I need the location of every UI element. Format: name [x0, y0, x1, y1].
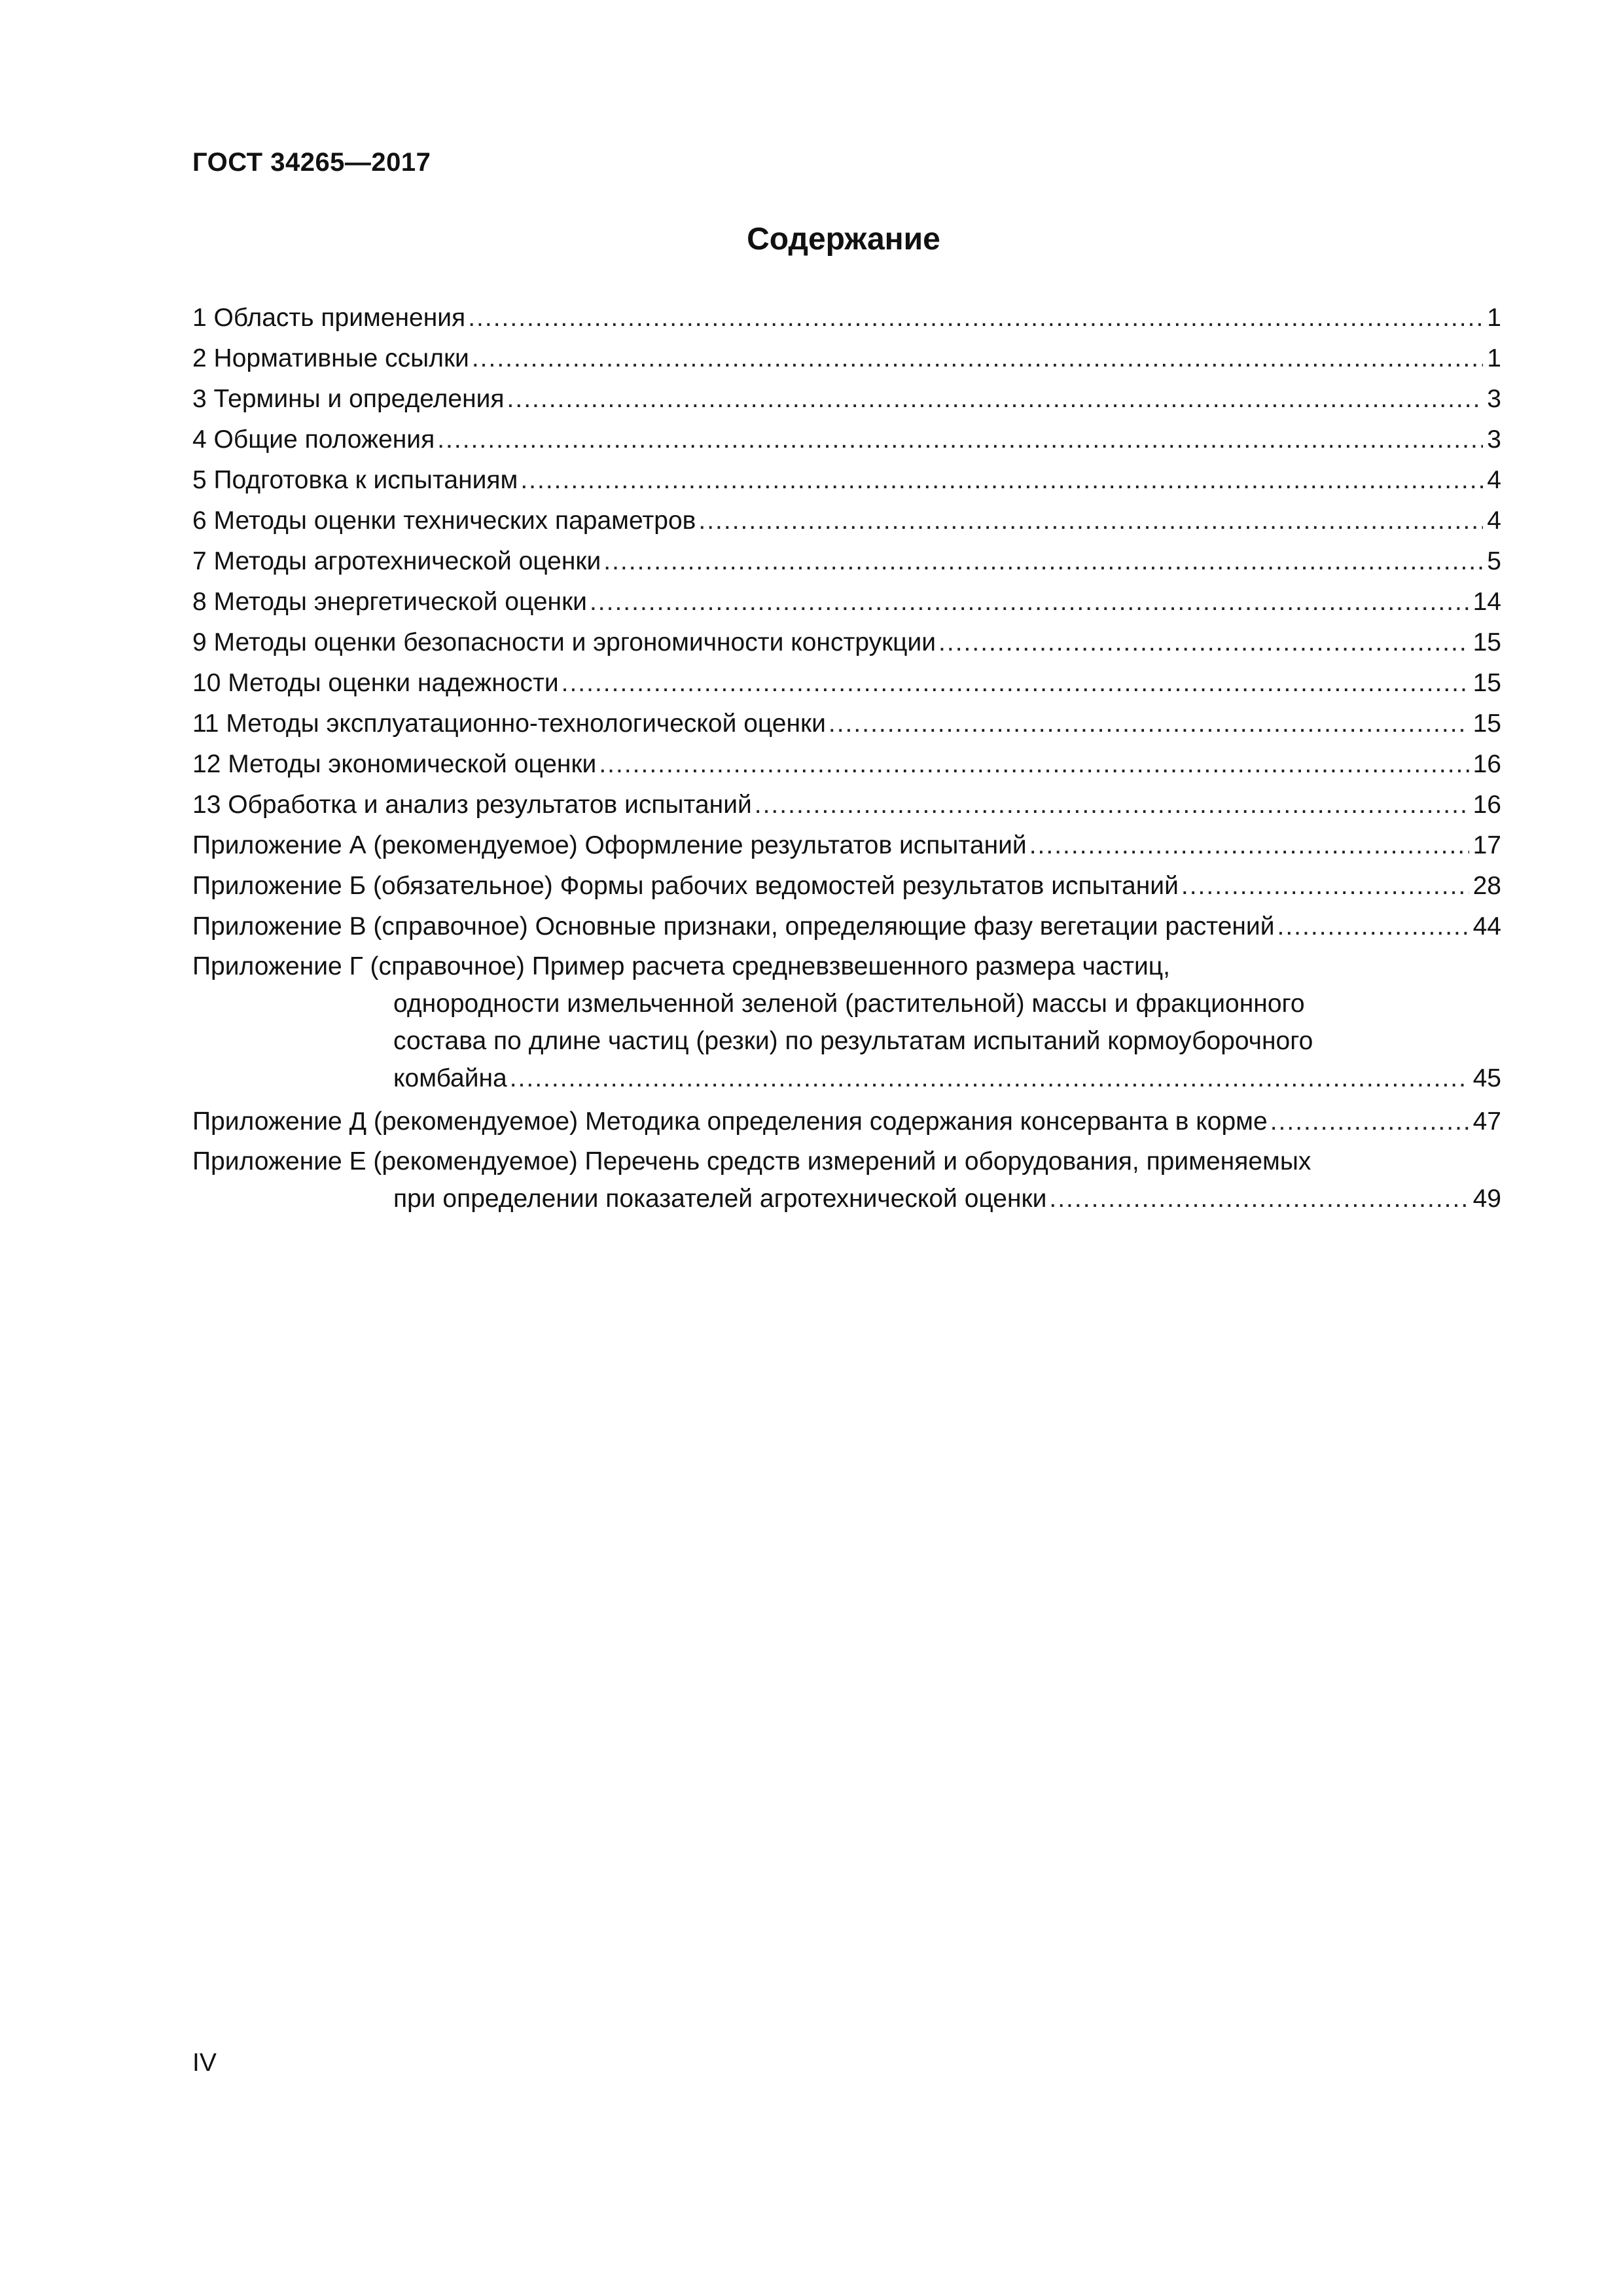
toc-entry-text: 2 Нормативные ссылки [192, 344, 469, 372]
toc-entry-text: 8 Методы энергетической оценки [192, 588, 587, 616]
toc-title: Содержание [747, 222, 940, 257]
toc-entry-page: 4 [1487, 466, 1501, 494]
toc-entry[interactable] [192, 740, 1501, 780]
toc-entry[interactable] [192, 496, 1501, 537]
toc-entry-appendix-e[interactable] [192, 1138, 1501, 1217]
toc-entry-page: 16 [1472, 791, 1501, 819]
toc-entry-page: 14 [1472, 588, 1501, 616]
toc-entry-appendix-d[interactable] [192, 1097, 1501, 1138]
toc-entry-appendix-b[interactable] [192, 861, 1501, 902]
toc-entry-line: Приложение Г (справочное) Пример расчета средневзвешенного размера частиц, [192, 952, 1170, 980]
toc-entry-page: 1 [1487, 304, 1501, 332]
toc-entry-text: Приложение А (рекомендуемое) Оформление результатов испытаний [192, 831, 1027, 859]
toc-entry-appendix-g[interactable] [192, 942, 1501, 1097]
table-of-contents [192, 293, 1501, 1217]
dot-leader [1181, 870, 1469, 902]
dot-leader [468, 302, 1483, 334]
dot-leader [507, 384, 1484, 415]
toc-entry-text: 4 Общие положения [192, 425, 435, 454]
toc-entry-line: комбайна [393, 1064, 507, 1092]
dot-leader [599, 749, 1469, 780]
toc-entry-text: 3 Термины и определения [192, 385, 505, 413]
dot-leader [938, 627, 1469, 658]
toc-entry-text: Приложение Б (обязательное) Формы рабочих ведомостей результатов испытаний [192, 872, 1179, 900]
toc-entry-text: 10 Методы оценки надежности [192, 669, 559, 697]
toc-entry[interactable] [192, 374, 1501, 415]
toc-entry-page: 15 [1472, 709, 1501, 738]
toc-entry[interactable] [192, 537, 1501, 577]
dot-leader [437, 424, 1483, 456]
toc-entry-page: 5 [1487, 547, 1501, 575]
dot-leader [510, 1060, 1469, 1097]
toc-entry-line: Приложение Е (рекомендуемое) Перечень средств измерений и оборудования, применяемых [192, 1147, 1311, 1175]
toc-entry[interactable] [192, 334, 1501, 374]
toc-entry-page: 17 [1472, 831, 1501, 859]
toc-entry-page: 15 [1472, 628, 1501, 656]
toc-entry-text: Приложение В (справочное) Основные признаки, определяющие фазу вегетации растений [192, 912, 1275, 941]
dot-leader [590, 586, 1469, 618]
toc-entry-page: 3 [1487, 425, 1501, 454]
toc-entry-page: 28 [1472, 872, 1501, 900]
toc-entry-text: 12 Методы экономической оценки [192, 750, 597, 778]
dot-leader [562, 668, 1469, 699]
toc-entry-page: 44 [1472, 912, 1501, 941]
toc-entry-appendix-a[interactable] [192, 821, 1501, 861]
dot-leader [1270, 1106, 1469, 1138]
toc-entry-page: 16 [1472, 750, 1501, 778]
toc-entry[interactable] [192, 415, 1501, 456]
toc-entry-page: 3 [1487, 385, 1501, 413]
dot-leader [698, 505, 1483, 537]
toc-entry[interactable] [192, 618, 1501, 658]
dot-leader [829, 708, 1469, 740]
dot-leader [472, 343, 1483, 374]
toc-entry-text: 7 Методы агротехнической оценки [192, 547, 601, 575]
dot-leader [1049, 1180, 1469, 1217]
dot-leader [520, 465, 1483, 496]
dot-leader [1277, 911, 1469, 942]
toc-entry-text: 5 Подготовка к испытаниям [192, 466, 518, 494]
dot-leader [603, 546, 1483, 577]
toc-entry[interactable] [192, 293, 1501, 334]
page-number: IV [192, 2049, 217, 2077]
toc-entry-text: 6 Методы оценки технических параметров [192, 507, 696, 535]
toc-entry-page: 47 [1472, 1107, 1501, 1136]
toc-entry-line: однородности измельченной зеленой (растительной) массы и фракционного [393, 990, 1305, 1018]
dot-leader [1029, 830, 1469, 861]
toc-entry-text: 13 Обработка и анализ результатов испытаний [192, 791, 752, 819]
toc-entry[interactable] [192, 577, 1501, 618]
toc-entry-page: 4 [1487, 507, 1501, 535]
toc-entry-line: при определении показателей агротехнической оценки [393, 1185, 1047, 1213]
dot-leader [755, 789, 1469, 821]
toc-entry-page: 49 [1472, 1185, 1501, 1213]
toc-entry[interactable] [192, 456, 1501, 496]
document-header: ГОСТ 34265—2017 [192, 148, 431, 177]
toc-entry[interactable] [192, 658, 1501, 699]
toc-entry[interactable] [192, 780, 1501, 821]
toc-entry-appendix-v[interactable] [192, 902, 1501, 942]
toc-entry-text: Приложение Д (рекомендуемое) Методика определения содержания консерванта в корме [192, 1107, 1268, 1136]
toc-entry-page: 45 [1472, 1064, 1501, 1092]
toc-entry-text: 11 Методы эксплуатационно-технологической оценки [192, 709, 826, 738]
toc-entry-page: 1 [1487, 344, 1501, 372]
toc-entry-text: 9 Методы оценки безопасности и эргономичности конструкции [192, 628, 936, 656]
toc-entry[interactable] [192, 699, 1501, 740]
toc-entry-line: состава по длине частиц (резки) по результатам испытаний кормоуборочного [393, 1027, 1313, 1055]
toc-entry-page: 15 [1472, 669, 1501, 697]
toc-entry-text: 1 Область применения [192, 304, 466, 332]
